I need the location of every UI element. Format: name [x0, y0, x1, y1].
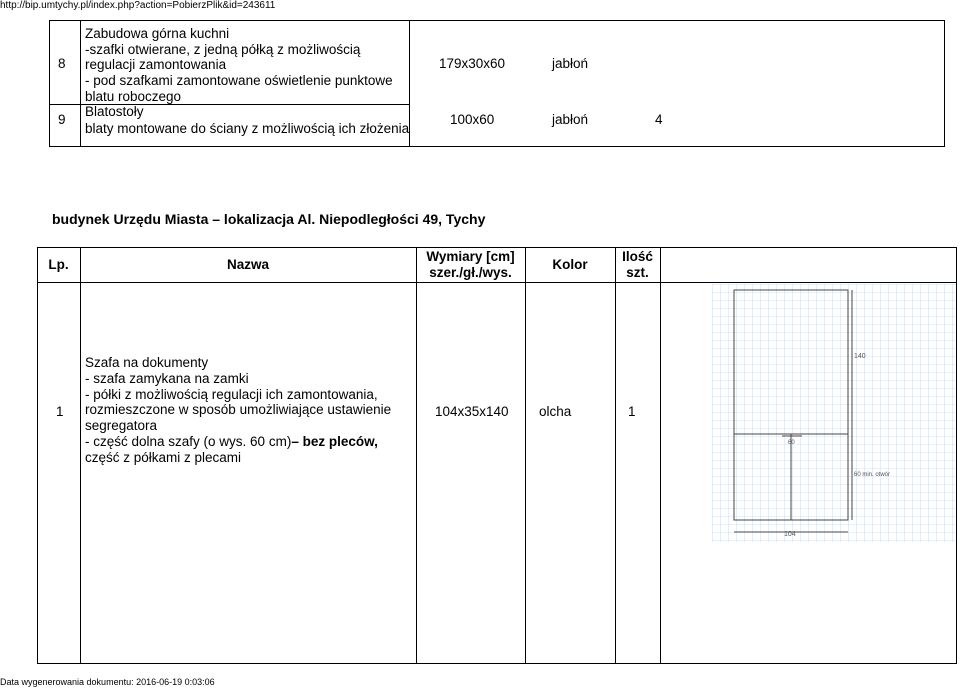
- table-border: [37, 663, 957, 664]
- table-row-nazwa-line: -szafki otwierane, z jedną półką z możliwością: [85, 42, 361, 57]
- table-border: [80, 247, 81, 664]
- table-row-lp: 8: [58, 56, 66, 71]
- table-row-nazwa-line: część z półkami z plecami: [85, 450, 242, 465]
- column-header-wymiary: Wymiary [cm]: [426, 249, 515, 264]
- table-row-ilosc: 4: [655, 112, 663, 127]
- table-border: [37, 282, 957, 283]
- table-row-nazwa-line: rozmieszczone w sposób umożliwiające ustawienie: [85, 402, 392, 417]
- sketch-label-width: 104: [784, 531, 796, 538]
- nazwa-bold-text: – bez pleców,: [291, 434, 378, 449]
- table-row-nazwa-line: - półki z możliwością regulacji ich zamontowania,: [85, 387, 378, 402]
- sketch-label-lower: 60: [788, 440, 795, 446]
- table-row-kolor: jabłoń: [552, 56, 589, 71]
- table-border: [525, 247, 526, 664]
- table-row-kolor: olcha: [539, 404, 572, 419]
- column-header-ilosc-sub: szt.: [626, 265, 649, 280]
- sketch-label-lower-note: 60 min. otwór: [854, 472, 891, 478]
- table-row-nazwa-line: Szafa na dokumenty: [85, 355, 209, 370]
- table-row-nazwa-line: [85, 434, 378, 450]
- table-row-nazwa-line: regulacji zamontowania: [85, 57, 227, 72]
- table-border: [615, 247, 616, 664]
- table-row-lp: 1: [56, 404, 64, 419]
- wardrobe-sketch: [712, 284, 956, 542]
- sketch-label-height: 140: [854, 353, 866, 360]
- table-row-nazwa-line: blaty montowane do ściany z możliwością ich złożenia: [85, 121, 410, 136]
- table-border: [49, 20, 50, 147]
- table-row-nazwa-line: Blatostoły: [85, 104, 144, 119]
- table-row-nazwa-line: - pod szafkami zamontowane oświetlenie punktowe: [85, 73, 393, 88]
- section-heading: budynek Urzędu Miasta – lokalizacja Al. Niepodległości 49, Tychy: [52, 211, 486, 227]
- column-header-lp: Lp.: [48, 257, 69, 272]
- table-row-wymiary: 104x35x140: [435, 404, 509, 419]
- nazwa-plain-text: - część dolna szafy (o wys. 60 cm): [85, 434, 292, 449]
- table-border: [49, 146, 944, 147]
- table-border: [956, 247, 957, 664]
- table-row-nazwa-line: - szafa zamykana na zamki: [85, 371, 249, 386]
- table-row-nazwa-line: segregatora: [85, 418, 158, 433]
- table-border: [944, 20, 945, 147]
- table-border: [37, 247, 38, 664]
- table-row-wymiary: 100x60: [450, 112, 495, 127]
- table-row-lp: 9: [58, 112, 66, 127]
- table-border: [49, 20, 944, 21]
- table-row-nazwa-line: Zabudowa górna kuchni: [85, 26, 230, 41]
- column-header-ilosc: Ilość: [622, 249, 653, 264]
- page-url: http://bip.umtychy.pl/index.php?action=PobierzPlik&id=243611: [0, 0, 276, 11]
- table-row-nazwa-line: blatu roboczego: [85, 89, 182, 104]
- table-border: [660, 247, 661, 664]
- generation-date: Data wygenerowania dokumentu: 2016-06-19 0:03:06: [0, 677, 215, 687]
- table-border: [416, 247, 417, 664]
- table-border: [80, 20, 81, 147]
- table-row-ilosc: 1: [628, 404, 636, 419]
- table-row-wymiary: 179x30x60: [439, 56, 506, 71]
- table-row-kolor: jabłoń: [552, 112, 589, 127]
- grid-paper: [712, 284, 956, 542]
- table-border: [37, 247, 957, 248]
- column-header-kolor: Kolor: [552, 257, 588, 272]
- column-header-nazwa: Nazwa: [226, 257, 270, 272]
- column-header-wymiary-sub: szer./gł./wys.: [429, 265, 512, 280]
